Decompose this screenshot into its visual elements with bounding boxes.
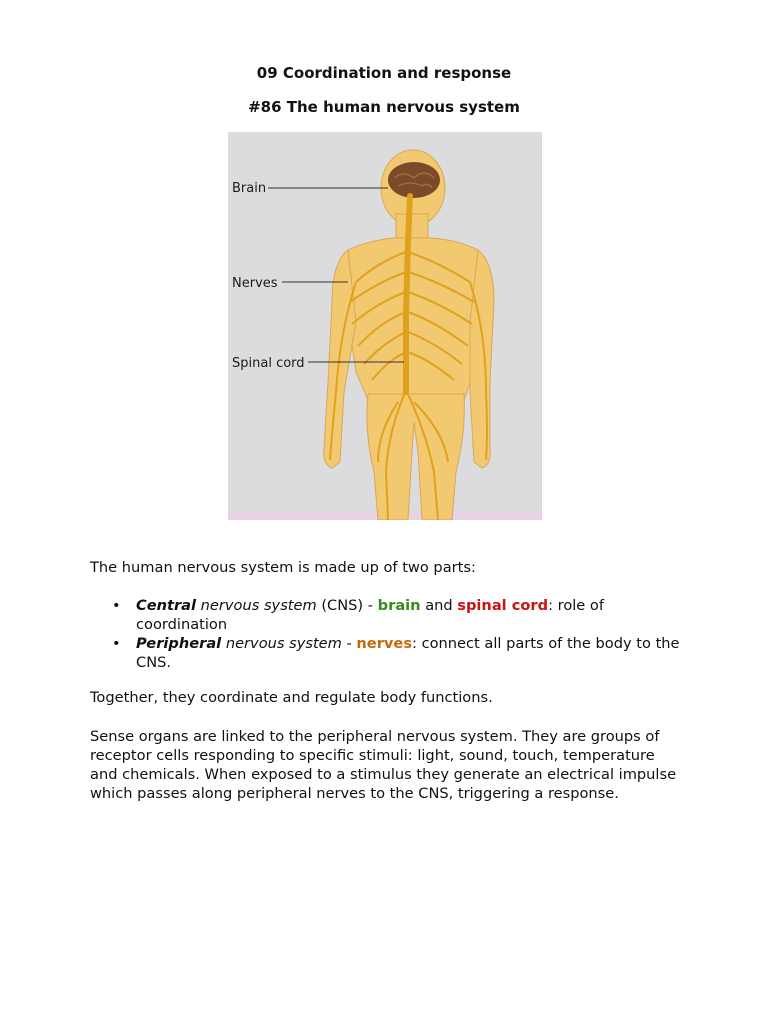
highlight-nerves: nerves xyxy=(356,635,413,652)
label-nerves: Nerves xyxy=(232,276,278,291)
bullet-icon: • xyxy=(112,597,121,614)
chapter-title: 09 Coordination and response xyxy=(256,64,512,82)
sense-organs-paragraph: Sense organs are linked to the peripheral nervous system. They are groups of receptor cells responding to specific stimuli: light, sound, touch, temperature and chemicals. When exposed to a stimulus they generate an electrical impulse which passes along peripheral nerves to the CNS, triggering a response. xyxy=(90,728,677,802)
topic-title: #86 The human nervous system xyxy=(248,98,520,116)
bullet-icon: • xyxy=(112,635,121,652)
central-and: and xyxy=(420,597,458,614)
peripheral-plain: - xyxy=(341,635,357,652)
term-central: Central xyxy=(136,597,197,614)
list-item-central xyxy=(90,596,690,634)
nervous-system-illustration xyxy=(228,132,542,520)
brain-shape xyxy=(388,162,440,198)
nervous-system-figure xyxy=(228,132,542,520)
nervous-system-parts-list xyxy=(90,596,690,672)
term-peripheral: Peripheral xyxy=(136,635,222,652)
label-brain: Brain xyxy=(232,181,267,196)
together-paragraph: Together, they coordinate and regulate body functions. xyxy=(90,689,493,706)
intro-paragraph: The human nervous system is made up of two parts: xyxy=(90,559,476,576)
highlight-brain: brain xyxy=(377,597,421,614)
term-peripheral-rest: nervous system xyxy=(221,635,342,652)
central-plain: (CNS) - xyxy=(316,597,378,614)
highlight-spinal-cord: spinal cord xyxy=(457,597,549,614)
peripheral-rest: : connect all parts of the body to the CNS. xyxy=(136,635,680,671)
term-central-rest: nervous system xyxy=(196,597,317,614)
list-item-peripheral xyxy=(90,634,690,672)
label-spinal-cord: Spinal cord xyxy=(232,356,305,371)
central-rest: : role of coordination xyxy=(136,597,604,633)
